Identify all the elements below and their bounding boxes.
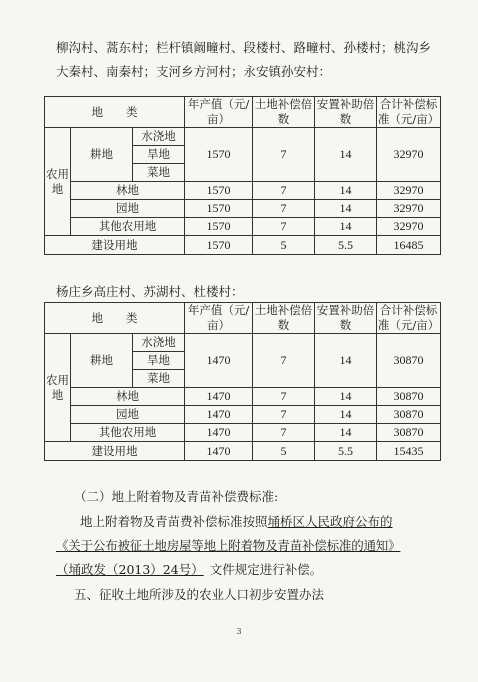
compensation-table-2: [44, 302, 441, 461]
header-land-comp: 土地补偿倍 数: [253, 303, 315, 334]
header-resettle: 安置补助倍 数: [315, 303, 377, 334]
garden-label: 园地: [71, 406, 185, 424]
farmland-label: 农用地: [45, 128, 71, 236]
forest-resettle: 14: [315, 388, 377, 406]
garden-resettle: 14: [315, 406, 377, 424]
construction-label: 建设用地: [45, 236, 185, 255]
notice-reference-title: 《关于公布被征土地房屋等地上附着物及青苗补偿标准的通知》: [56, 538, 401, 553]
dry-label: 旱地: [133, 146, 185, 164]
other-farm-total: 32970: [377, 218, 441, 236]
other-farm-resettle: 14: [315, 424, 377, 442]
header-total: 合计补偿标准（元/亩）: [377, 303, 440, 332]
header-annual-value: 年产值（元/亩）: [185, 97, 253, 128]
section2-heading: （二）地上附着物及青苗补偿费标准:: [74, 489, 279, 504]
cultivated-label: 耕地: [71, 334, 133, 388]
other-farm-total: 30870: [377, 424, 441, 442]
header-resettle: 安置补助倍 数: [315, 97, 377, 128]
intro-villages-2: 杨庄乡高庄村、苏湖村、杜楼村：: [56, 284, 244, 299]
header-category: 地 类: [45, 303, 185, 334]
other-farm-label: 其他农用地: [71, 218, 185, 236]
garden-land: 7: [253, 200, 315, 218]
cultivated-label: 耕地: [71, 128, 133, 182]
header-land-comp: 土地补偿倍 数: [253, 97, 315, 128]
intro-villages-1: 柳沟村、蒿东村；栏杆镇阚疃村、段楼村、路疃村、孙楼村；桃沟乡大秦村、南秦村；支河乡方河村；永安镇孙安村：: [56, 40, 432, 79]
cultivated-land: 7: [253, 128, 315, 182]
garden-value: 1470: [185, 406, 253, 424]
other-farm-label: 其他农用地: [71, 424, 185, 442]
forest-total: 32970: [377, 182, 441, 200]
section5-heading: 五、征收土地所涉及的农业人口初步安置办法: [74, 587, 325, 602]
section2-text: 地上附着物及青苗费补偿标准按照: [80, 514, 268, 529]
construction-resettle: 5.5: [315, 236, 377, 255]
construction-total: 16485: [377, 236, 441, 255]
notice-reference-number: （埇政发（2013）24号）: [56, 562, 204, 577]
forest-label: 林地: [71, 182, 185, 200]
garden-land: 7: [253, 406, 315, 424]
section2-end-text: 文件规定进行补偿。: [209, 562, 323, 577]
section2-line1: [80, 512, 393, 530]
other-farm-value: 1570: [185, 218, 253, 236]
header-annual-value: 年产值（元/亩）: [185, 303, 253, 334]
farmland-label: 农用地: [45, 334, 71, 442]
forest-value: 1570: [185, 182, 253, 200]
section2-line2: [56, 536, 400, 554]
construction-label: 建设用地: [45, 442, 185, 461]
garden-resettle: 14: [315, 200, 377, 218]
cultivated-value: 1470: [185, 334, 253, 388]
garden-total: 32970: [377, 200, 441, 218]
page-number: 3: [236, 627, 242, 636]
garden-total: 30870: [377, 406, 441, 424]
construction-value: 1470: [185, 442, 253, 461]
cultivated-land: 7: [253, 334, 315, 388]
header-category: 地 类: [45, 97, 185, 128]
vegetable-label: 菜地: [133, 370, 185, 388]
forest-resettle: 14: [315, 182, 377, 200]
section2-line3: [56, 560, 322, 578]
other-farm-land: 7: [253, 424, 315, 442]
forest-land: 7: [253, 388, 315, 406]
garden-value: 1570: [185, 200, 253, 218]
other-farm-value: 1470: [185, 424, 253, 442]
irrigated-label: 水浇地: [133, 334, 185, 352]
irrigated-label: 水浇地: [133, 128, 185, 146]
cultivated-value: 1570: [185, 128, 253, 182]
cultivated-total: 30870: [377, 334, 441, 388]
header-total: 合计补偿标准（元/亩）: [377, 97, 440, 126]
forest-land: 7: [253, 182, 315, 200]
cultivated-resettle: 14: [315, 128, 377, 182]
vegetable-label: 菜地: [133, 164, 185, 182]
construction-total: 15435: [377, 442, 441, 461]
forest-value: 1470: [185, 388, 253, 406]
garden-label: 园地: [71, 200, 185, 218]
construction-land: 5: [253, 442, 315, 461]
compensation-table-1: [44, 96, 441, 255]
dry-label: 旱地: [133, 352, 185, 370]
cultivated-resettle: 14: [315, 334, 377, 388]
forest-total: 30870: [377, 388, 441, 406]
notice-reference-part1: 埇桥区人民政府公布的: [267, 514, 393, 529]
construction-land: 5: [253, 236, 315, 255]
cultivated-total: 32970: [377, 128, 441, 182]
other-farm-resettle: 14: [315, 218, 377, 236]
forest-label: 林地: [71, 388, 185, 406]
other-farm-land: 7: [253, 218, 315, 236]
construction-value: 1570: [185, 236, 253, 255]
construction-resettle: 5.5: [315, 442, 377, 461]
